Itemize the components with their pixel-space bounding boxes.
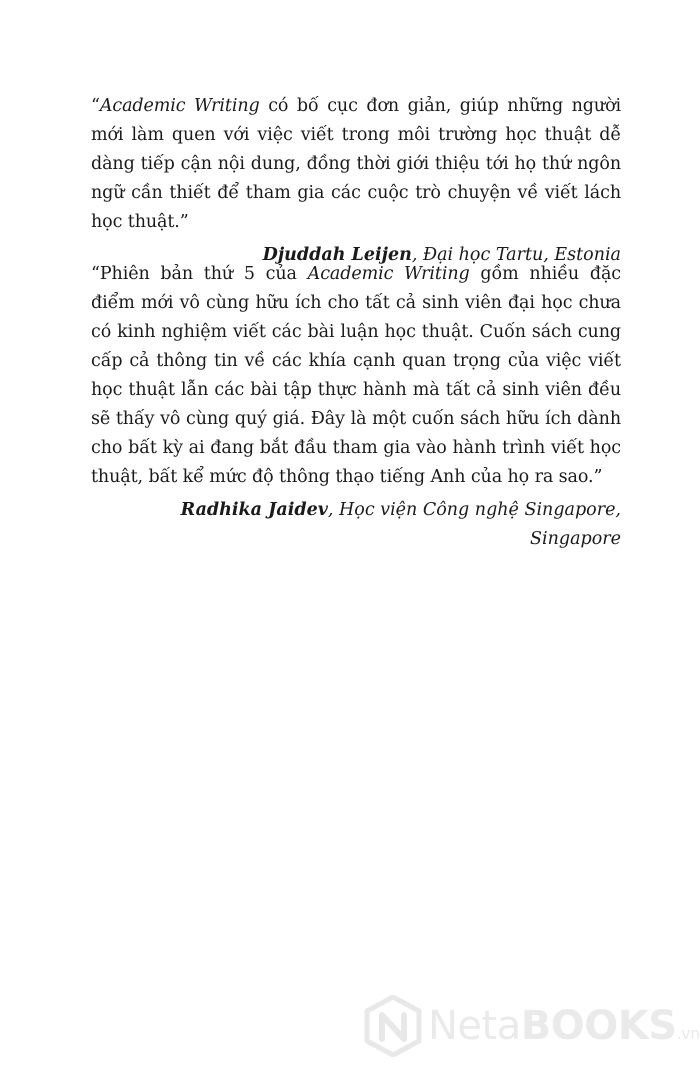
watermark-text-tld: .vn	[676, 1024, 700, 1043]
watermark	[364, 995, 700, 1057]
quote-2-attribution	[91, 496, 621, 554]
quote-2-body-start: “Phiên bản thứ 5 của	[91, 264, 308, 284]
quote-2-text	[91, 260, 621, 492]
quote-2-affiliation: , Học viện Công nghệ Singapore, Singapore	[327, 500, 621, 549]
quote-2	[91, 260, 621, 554]
quote-1-author: Djuddah Leijen	[262, 245, 412, 265]
quote-1-text	[91, 92, 621, 237]
quote-2-body-end: gồm nhiều đặc điểm mới vô cùng hữu ích cho tất cả sinh viên đại học chưa có kinh nghiệm viết các bài luận học thuật. Cuốn sách cung cấp cả thông tin về các khía cạnh quan trọng của việc viết học thuật lẫn các bài tập thực hành mà tất cả sinh viên đều sẽ thấy vô cùng quý giá. Đây là một cuốn sách hữu ích dành cho bất kỳ ai đang bắt đầu tham gia vào hành trình viết học thuật, bất kể mức độ thông thạo tiếng Anh của họ ra sao.”	[91, 264, 622, 487]
quote-1	[91, 92, 621, 270]
watermark-text-books: BOOKS	[520, 1003, 677, 1049]
quote-1-open-mark: “	[91, 96, 100, 116]
watermark-text	[428, 1003, 700, 1049]
quote-2-book-title: Academic Writing	[307, 264, 470, 284]
quote-1-affiliation: , Đại học Tartu, Estonia	[411, 245, 621, 265]
quote-2-author: Radhika Jaidev	[180, 500, 328, 520]
watermark-text-neta: Neta	[428, 1003, 521, 1049]
netabooks-logo-icon	[364, 995, 422, 1057]
quote-1-body: có bố cục đơn giản, giúp những người mới làm quen với việc viết trong môi trường học thuật dễ dàng tiếp cận nội dung, đồng thời giới thiệu tới họ thứ ngôn ngữ cần thiết để tham gia các cuộc trò chuyện về viết lách học thuật.”	[91, 96, 622, 232]
quote-1-book-title: Academic Writing	[99, 96, 260, 116]
